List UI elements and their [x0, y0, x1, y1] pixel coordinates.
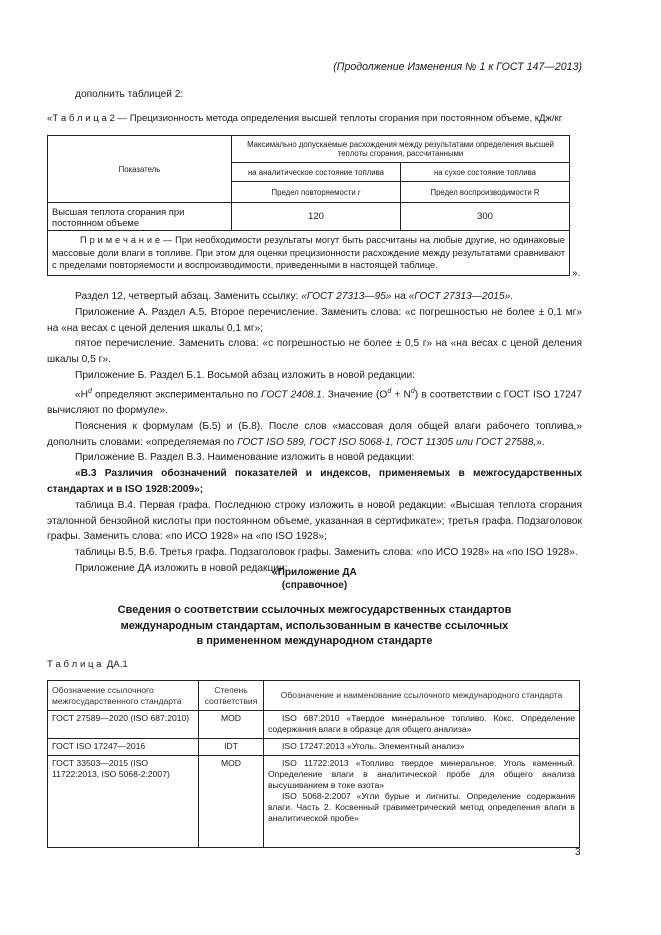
table-da-row1-standard: ГОСТ 27589—2020 (ISO 687:2010) [48, 711, 199, 739]
appendix-heading [47, 603, 582, 650]
table2-closing: ». [572, 268, 581, 279]
table2-caption-text: 2 — Прецизионность метода определения высшей теплоты сгорания при постоянном объеме, кДж/кг [109, 113, 563, 124]
paragraph-6 [47, 419, 582, 451]
paragraph-10: таблицы В.5, В.6. Третья графа. Подзаголовок графы. Заменить слова: «по ИСО 1928» на «по ISO 1928». [75, 547, 578, 559]
table-da-col3: Обозначение и наименование ссылочного международного стандарта [264, 681, 580, 711]
table-da-row3-standard: ГОСТ 33503—2015 (ISO 11722:2013, ISO 5068-2:2007) [48, 756, 199, 848]
p1-text: Раздел 12, четвертый абзац. Заменить ссылку: [75, 291, 302, 302]
paragraph-3: пятое перечисление. Заменить слова: «с погрешностью не более ± 0,5 г» на «на весах с ценой деления шкалы 0,5 г». [47, 338, 582, 366]
table2-col-indicator: Показатель [48, 136, 232, 203]
table-da-row1-degree: MOD [199, 711, 264, 739]
p1-on: на [391, 291, 409, 302]
table-da [47, 680, 580, 848]
p1-new-ref: «ГОСТ 27313—2015» [408, 291, 511, 302]
table-da-row3-intl2: ISO 5068-2:2007 «Угли бурые и лигниты. Определение содержания влаги. Часть 2. Косвенный гравиметрический метод определения влаги в аналитической пробе» [268, 791, 575, 823]
table2-col-dry: на сухое состояние топлива [401, 163, 570, 182]
paragraph-9: таблица В.4. Первая графа. Последнюю строку изложить в новой редакции: «Высшая теплота сгорания эталонной бензойной кислоты при постоянном объеме, указанная в сертификате»; третья графа. Подзаголовок графы. Заменить слова: «по ИСО 1928» на «по ISO 1928»; [47, 499, 582, 543]
p1-end: . [510, 291, 514, 302]
table-da-row2-intl: ISO 17247:2013 «Уголь. Элементный анализ» [264, 739, 580, 756]
table2-col-analytic: на аналитическое состояние топлива [232, 163, 401, 182]
table-da-col2: Степень соответствия [199, 681, 264, 711]
table-row [48, 711, 580, 739]
table2-col-top: Максимально допускаемые расхождения между результатами определения высшей теплоты сгорания, рассчитанными [232, 136, 570, 163]
p5-plus-n: + N [391, 389, 411, 401]
p1-old-ref: «ГОСТ 27313—95» [301, 291, 392, 302]
table2-row-label: Высшая теплота сгорания при постоянном объеме [48, 203, 232, 231]
table-da-row2-degree: IDT [199, 739, 264, 756]
table-row [48, 756, 580, 848]
table-da-row3-intl: ISO 11722:2013 «Топливо твердое минеральное. Уголь каменный. Определение влаги в аналитической пробе для общего анализа высушиванием в токе азота» [268, 758, 575, 790]
appendix-title [47, 566, 582, 592]
table2-row-reprod: 300 [401, 203, 570, 231]
table2-row-repeat: 120 [232, 203, 401, 231]
p6-end: ». [536, 436, 545, 448]
body-text [47, 289, 582, 577]
paragraph-5 [47, 384, 582, 419]
table-da-row3-intl-cell [264, 756, 580, 848]
p5-h: «H [75, 389, 89, 401]
paragraph-2: Приложение А. Раздел А.5. Второе перечисление. Заменить слова: «с погрешностью не более ± 0,1 мг» на «на весах с ценой деления шкалы 0,1 мг»; [47, 306, 582, 334]
running-header: (Продолжение Изменения № 1 к ГОСТ 147—2013) [333, 61, 582, 73]
p5-sup-d2: d [387, 387, 392, 395]
p5-sup-d3: d [410, 387, 415, 395]
table2-col-reprod: Предел воспроизводимости R [401, 182, 570, 203]
paragraph-8: «В.3 Различия обозначений показателей и индексов, применяемых в межгосударственных стандартах и в ISO 1928:2009»; [47, 468, 582, 495]
appendix-heading-line-2: международным стандартам, использованным в качестве ссылочных [120, 619, 509, 632]
paragraph-7: Приложение В. Раздел В.3. Наименование изложить в новой редакции: [75, 452, 415, 464]
appendix-heading-line-3: в примененном международном стандарте [196, 635, 433, 647]
p5-gost: ГОСТ 2408.1 [261, 389, 322, 401]
appendix-heading-line-1: Сведения о соответствии ссылочных межгосударственных стандартов [117, 604, 512, 616]
paragraph-1 [47, 289, 582, 305]
table-da-row2-standard: ГОСТ ISO 17247—2016 [48, 739, 199, 756]
appendix-subtitle: (справочное) [281, 580, 348, 591]
table2-note [48, 231, 570, 276]
p5-sup-d1: d [88, 387, 92, 395]
page-number: 3 [575, 847, 581, 858]
table-da-caption: Т а б л и ц а ДА.1 [47, 659, 128, 670]
p5-value: . Значение (O [321, 389, 388, 401]
p5-text: определяют экспериментально по [91, 389, 262, 401]
table-da-col1: Обозначение ссылочного межгосударственного стандарта [48, 681, 199, 711]
table2 [47, 135, 570, 276]
table-row [48, 739, 580, 756]
appendix-title-line: «Приложение ДА [272, 567, 357, 578]
table2-col-repeat: Предел повторяемости r [232, 182, 401, 203]
paragraph-4: Приложение Б. Раздел Б.1. Восьмой абзац изложить в новой редакции: [75, 369, 416, 381]
table2-note-text: — При необходимости результаты могут быть рассчитаны на любые другие, но одинаковые массовые доли влаги в топливе. При этом для оценки прецизионности расхождение между результатами сравнивают с пределами повторяемости и воспроизводимости, приведенными в настоящей таблице. [52, 235, 565, 271]
table-da-row3-degree: MOD [199, 756, 264, 848]
paragraph-11: Приложение ДА изложить в новой редакции: [75, 562, 288, 574]
table2-note-prefix: П р и м е ч а н и е [80, 235, 161, 246]
table-da-row1-intl: ISO 687:2010 «Твердое минеральное топливо. Кокс. Определение содержания влаги в образце для общего анализа» [264, 711, 580, 739]
p5-end: ) в соответствии с ГОСТ ISO 17247 вычисляют по формуле». [47, 389, 582, 416]
p6-refs: ГОСТ ISO 589, ГОСТ ISO 5068-1, ГОСТ 11305 или ГОСТ 27588, [237, 436, 537, 448]
intro-text: дополнить таблицей 2: [75, 89, 184, 100]
table2-caption-prefix: «Т а б л и ц а [47, 113, 107, 124]
p6-text: Пояснения к формулам (Б.5) и (Б.8). После слов «массовая доля общей влаги рабочего топлива,» дополнить словами: «определяемая по [47, 420, 582, 448]
table2-caption [47, 113, 587, 124]
